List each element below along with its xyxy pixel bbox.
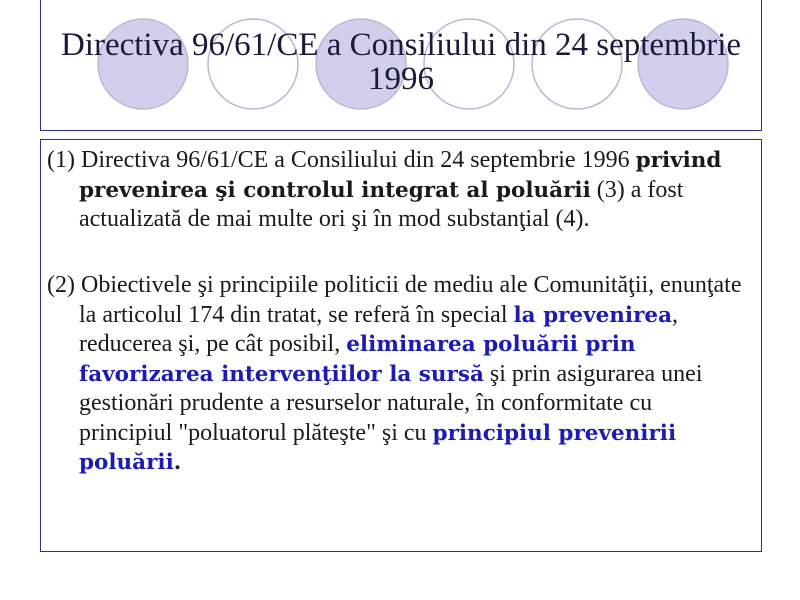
- paragraph-1: [47, 146, 743, 235]
- paragraph-2: [47, 271, 743, 478]
- p2-text-e: şi prin asigurarea unei gestionări prudente a resurselor naturale, în conformitate cu principiul "poluatorul plăteşte" şi cu: [79, 360, 703, 446]
- p2-highlight-principle: principiul prevenirii poluării: [79, 420, 677, 475]
- p2-highlight-elimination: eliminarea poluării prin favorizarea intervenţiilor la sursă: [79, 332, 636, 387]
- title-banner: [40, 0, 762, 131]
- p1-text-c: (3) a fost actualizată de mai multe ori şi în mod substanţial (4).: [79, 176, 684, 232]
- p1-text-a: (1) Directiva 96/61/CE a Consiliului din 24 septembrie 1996: [47, 147, 636, 173]
- p2-text-c: , reducerea şi, pe cât posibil,: [79, 301, 679, 357]
- p2-highlight-prevention: la prevenirea: [513, 302, 673, 328]
- p1-bold-text: privind prevenirea şi controlul integrat al poluării: [79, 148, 722, 203]
- content-box: [40, 139, 762, 552]
- p2-final-period: .: [173, 450, 182, 475]
- slide-title: Directiva 96/61/CE a Consiliului din 24 septembrie 1996: [60, 27, 742, 97]
- p2-text-a: (2) Obiectivele şi principiile politicii de mediu ale Comunităţii, enunţate la articolul 174 din tratat, se referă în special: [47, 272, 742, 328]
